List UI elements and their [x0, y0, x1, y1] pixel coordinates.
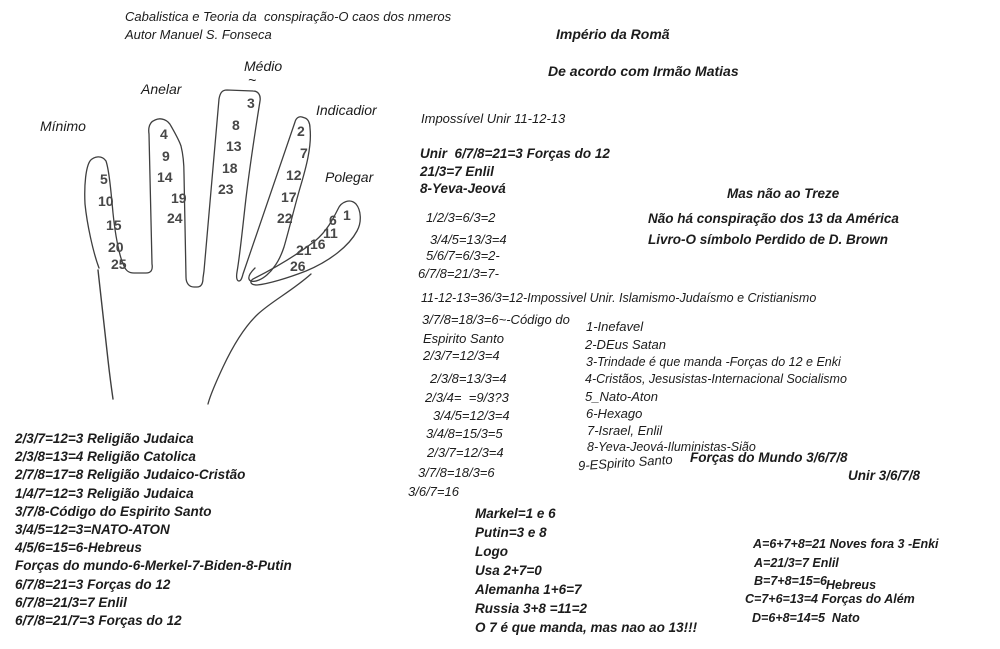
bl-line: 2/3/8=13=4 Religião Catolica — [15, 449, 196, 464]
br-line: Hebreus — [826, 578, 877, 592]
list-item: 9-ESpirito Santo — [577, 451, 674, 474]
finger-number: 20 — [108, 239, 124, 255]
enlil-line: 21/3=7 Enlil — [420, 164, 494, 179]
finger-label-anelar: Anelar — [141, 81, 182, 97]
unir-3678-line: Unir 3/6/7/8 — [848, 468, 921, 483]
equation-line: 1/2/3=6/3=2 — [426, 210, 496, 225]
islamismo-line: 11-12-13=36/3=12-Impossivel Unir. Islamismo-Judaísmo e Cristianismo — [421, 291, 817, 305]
bm-line: O 7 é que manda, mas nao ao 13!!! — [475, 620, 698, 635]
finger-number: 25 — [111, 256, 127, 272]
finger-number: 9 — [162, 148, 170, 164]
mas-nao-treze-line: Mas não ao Treze — [727, 186, 840, 201]
equation-line: 6/7/8=21/3=7- — [418, 266, 499, 281]
finger-number: 18 — [222, 160, 238, 176]
bl-line: 4/5/6=15=6-Hebreus — [15, 540, 142, 555]
br-line: A=21/3=7 Enlil — [754, 556, 839, 570]
bl-line: 2/3/7=12=3 Religião Judaica — [15, 431, 194, 446]
list-item: 8-Yeva-Jeová-Iluministas-Sião — [587, 440, 756, 454]
finger-number: 1 — [343, 207, 351, 223]
bl-line: Forças do mundo-6-Merkel-7-Biden-8-Putin — [15, 558, 292, 573]
finger-number: 17 — [281, 189, 297, 205]
equation-line: 3/7/8=18/3=6 — [418, 465, 495, 480]
finger-label-medio: Médio — [244, 58, 283, 74]
finger-number: 11 — [323, 225, 338, 241]
bm-line: Putin=3 e 8 — [475, 525, 547, 540]
finger-label-minimo: Mínimo — [40, 118, 86, 134]
equation-line: 2/3/8=13/3=4 — [430, 371, 507, 386]
br-line: B=7+8=15=6 — [754, 574, 827, 588]
finger-label-medio-tilde: ~ — [248, 72, 257, 88]
br-line: C=7+6=13=4 Forças do Além — [745, 592, 915, 606]
finger-number: 7 — [300, 145, 308, 161]
equation-line: 3/4/5=13/3=4 — [430, 232, 507, 247]
bm-line: Markel=1 e 6 — [475, 506, 556, 521]
list-item: 1-Inefavel — [586, 319, 644, 334]
bl-line: 6/7/8=21=3 Forças do 12 — [15, 577, 171, 592]
finger-number: 16 — [310, 236, 326, 252]
list-item: 2-DEus Satan — [585, 337, 666, 352]
impossivel-unir-line: Impossível Unir 11-12-13 — [421, 111, 566, 126]
palm-left-line — [98, 270, 113, 399]
finger-number: 5 — [100, 171, 108, 187]
finger-number: 26 — [290, 258, 306, 274]
equation-line: 3/4/5=12/3=4 — [433, 408, 510, 423]
codigo-espirito-line2: Espirito Santo — [423, 331, 504, 346]
unir-678-line: Unir 6/7/8=21=3 Forças do 12 — [420, 146, 610, 161]
finger-number: 8 — [232, 117, 240, 133]
finger-number: 24 — [167, 210, 183, 226]
list-item: 7-Israel, Enlil — [587, 423, 663, 438]
doc-author: Autor Manuel S. Fonseca — [125, 27, 272, 42]
finger-number: 10 — [98, 193, 114, 209]
yeva-jeova-line: 8-Yeva-Jeová — [420, 181, 506, 196]
br-line: A=6+7+8=21 Noves fora 3 -Enki — [753, 537, 939, 551]
equation-line: 2/3/4= =9/3?3 — [425, 390, 509, 405]
bm-line: Alemanha 1+6=7 — [475, 582, 582, 597]
finger-number: 19 — [171, 190, 187, 206]
bm-line: Russia 3+8 =11=2 — [475, 601, 587, 616]
finger-number: 12 — [286, 167, 302, 183]
bl-line: 6/7/8=21/3=7 Enlil — [15, 595, 127, 610]
bl-line: 3/7/8-Código do Espirito Santo — [15, 504, 212, 519]
list-item: 3-Trindade é que manda -Forças do 12 e Enki — [586, 355, 841, 369]
finger-label-indicadior: Indicadior — [316, 102, 377, 118]
finger-label-polegar: Polegar — [325, 169, 374, 185]
doc-title: Cabalistica e Teoria da conspiração-O caos dos nmeros — [125, 9, 452, 24]
bl-line: 6/7/8=21/7=3 Forças do 12 — [15, 613, 182, 628]
list-item: 6-Hexago — [586, 406, 643, 421]
equation-line: 2/3/7=12/3=4 — [427, 445, 504, 460]
finger-number: 2 — [297, 123, 305, 139]
imperio-roma-title: Império da Romã — [556, 26, 670, 42]
bm-line: Usa 2+7=0 — [475, 563, 542, 578]
livro-line: Livro-O símbolo Perdido de D. Brown — [648, 232, 889, 247]
bm-line: Logo — [475, 544, 508, 559]
finger-number: 22 — [277, 210, 293, 226]
conspiracao-line: Não há conspiração dos 13 da América — [648, 211, 899, 226]
irmao-matias-line: De acordo com Irmão Matias — [548, 63, 739, 79]
bl-line: 3/4/5=12=3=NATO-ATON — [15, 522, 170, 537]
finger-number: 21 — [296, 242, 312, 258]
equation-line: 2/3/7=12/3=4 — [423, 348, 500, 363]
finger-number: 3 — [247, 95, 255, 111]
finger-number: 13 — [226, 138, 242, 154]
finger-number: 14 — [157, 169, 173, 185]
list-item: 4-Cristãos, Jesusistas-Internacional Socialismo — [585, 372, 847, 386]
codigo-espirito-line: 3/7/8=18/3=6~-Código do — [422, 312, 570, 327]
finger-number: 6 — [329, 212, 337, 228]
hand-side-line — [208, 274, 311, 404]
finger-number: 23 — [218, 181, 234, 197]
br-line: D=6+8=14=5 Nato — [752, 611, 860, 625]
equation-line: 3/6/7=16 — [408, 484, 459, 499]
equation-line: 3/4/8=15/3=5 — [426, 426, 503, 441]
equation-line: 5/6/7=6/3=2- — [426, 248, 500, 263]
forcas-mundo-line: Forças do Mundo 3/6/7/8 — [690, 450, 848, 465]
finger-number: 4 — [160, 126, 168, 142]
finger-number: 15 — [106, 217, 122, 233]
bl-line: 2/7/8=17=8 Religião Judaico-Cristão — [15, 467, 246, 482]
bl-line: 1/4/7=12=3 Religião Judaica — [15, 486, 194, 501]
list-item: 5_Nato-Aton — [585, 389, 658, 404]
